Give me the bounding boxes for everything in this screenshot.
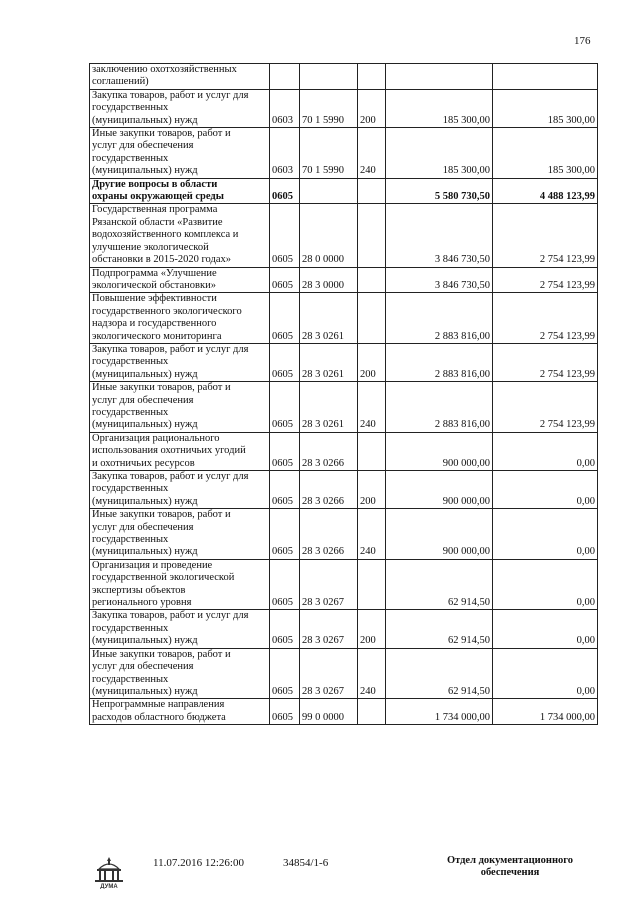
row-name-cell	[90, 89, 270, 127]
page-number: 176	[574, 35, 591, 47]
amount-2-cell: 0,00	[493, 559, 598, 610]
row-name-line: государственного экологического	[92, 305, 242, 317]
row-name-line: услуг для обеспечения	[92, 521, 194, 533]
row-name-line: (муниципальных) нужд	[92, 419, 198, 431]
expense-type-cell: 200	[358, 343, 386, 381]
expense-type-cell	[358, 267, 386, 293]
table-row	[90, 509, 598, 560]
amount-2-cell: 2 754 123,99	[493, 267, 598, 293]
amount-2-cell: 185 300,00	[493, 128, 598, 179]
row-name-cell	[90, 293, 270, 344]
row-name-line: Другие вопросы в области	[92, 178, 218, 190]
expense-type-cell	[358, 432, 386, 470]
table-row	[90, 89, 598, 127]
row-name-line: государственных	[92, 406, 169, 418]
row-name-line: услуг для обеспечения	[92, 394, 194, 406]
expense-type-cell	[358, 178, 386, 204]
table-row	[90, 64, 598, 90]
table-row	[90, 648, 598, 699]
amount-2-cell: 1 734 000,00	[493, 699, 598, 725]
amount-2-cell: 0,00	[493, 648, 598, 699]
row-name-cell	[90, 471, 270, 509]
row-name-line: расходов областного бюджета	[92, 711, 226, 723]
section-code-cell: 0605	[270, 267, 300, 293]
amount-1-cell: 62 914,50	[386, 610, 493, 648]
row-name-cell	[90, 343, 270, 381]
row-name-line: государственных	[92, 534, 169, 546]
target-article-cell: 28 3 0000	[300, 267, 358, 293]
row-name-cell	[90, 509, 270, 560]
row-name-line: заключению охотхозяйственных	[92, 64, 237, 75]
amount-1-cell: 62 914,50	[386, 648, 493, 699]
section-code-cell: 0605	[270, 204, 300, 267]
amount-1-cell: 3 846 730,50	[386, 204, 493, 267]
row-name-cell	[90, 178, 270, 204]
row-name-line: Иные закупки товаров, работ и	[92, 509, 231, 521]
row-name-cell	[90, 610, 270, 648]
amount-1-cell: 900 000,00	[386, 471, 493, 509]
duma-logo-icon	[91, 855, 127, 889]
row-name-line: государственных	[92, 622, 169, 634]
row-name-line: государственных	[92, 152, 169, 164]
row-name-line: Закупка товаров, работ и услуг для	[92, 89, 249, 101]
amount-1-cell: 900 000,00	[386, 432, 493, 470]
target-article-cell: 99 0 0000	[300, 699, 358, 725]
row-name-line: улучшение экологической	[92, 241, 209, 253]
expense-type-cell: 240	[358, 128, 386, 179]
row-name-line: (муниципальных) нужд	[92, 368, 198, 380]
row-name-line: Иные закупки товаров, работ и	[92, 648, 231, 660]
row-name-line: обстановки в 2015-2020 годах»	[92, 254, 232, 266]
row-name-line: использования охотничьих угодий	[92, 445, 246, 457]
expense-type-cell	[358, 204, 386, 267]
target-article-cell: 28 0 0000	[300, 204, 358, 267]
row-name-line: Организация рационального	[92, 432, 220, 444]
row-name-cell	[90, 382, 270, 433]
row-name-cell	[90, 267, 270, 293]
section-code-cell: 0605	[270, 178, 300, 204]
section-code-cell: 0605	[270, 509, 300, 560]
row-name-cell	[90, 204, 270, 267]
table-row	[90, 559, 598, 610]
row-name-line: государственных	[92, 102, 169, 114]
expense-type-cell	[358, 699, 386, 725]
amount-2-cell: 2 754 123,99	[493, 343, 598, 381]
amount-1-cell: 62 914,50	[386, 559, 493, 610]
table-row	[90, 267, 598, 293]
table-row	[90, 128, 598, 179]
table-row	[90, 293, 598, 344]
expense-type-cell	[358, 64, 386, 90]
footer-department-line: Отдел документационного	[446, 855, 574, 866]
row-name-cell	[90, 64, 270, 90]
row-name-line: (муниципальных) нужд	[92, 495, 198, 507]
target-article-cell: 70 1 5990	[300, 128, 358, 179]
row-name-line: Повышение эффективности	[92, 293, 217, 305]
expense-type-cell: 240	[358, 382, 386, 433]
amount-1-cell	[386, 64, 493, 90]
row-name-line: Закупка товаров, работ и услуг для	[92, 471, 249, 482]
target-article-cell: 28 3 0266	[300, 509, 358, 560]
target-article-cell: 28 3 0267	[300, 648, 358, 699]
expense-type-cell: 240	[358, 648, 386, 699]
row-name-line: и охотничьих ресурсов	[92, 457, 195, 469]
budget-table	[89, 63, 598, 725]
section-code-cell: 0605	[270, 559, 300, 610]
row-name-line: соглашений)	[92, 76, 149, 88]
amount-2-cell: 0,00	[493, 471, 598, 509]
row-name-line: Иные закупки товаров, работ и	[92, 382, 231, 394]
target-article-cell: 28 3 0267	[300, 610, 358, 648]
amount-2-cell: 2 754 123,99	[493, 204, 598, 267]
section-code-cell: 0605	[270, 432, 300, 470]
section-code-cell: 0603	[270, 128, 300, 179]
footer-department-line: обеспечения	[480, 867, 540, 878]
amount-2-cell: 2 754 123,99	[493, 293, 598, 344]
row-name-line: экспертизы объектов	[92, 584, 186, 596]
amount-2-cell: 0,00	[493, 610, 598, 648]
amount-1-cell: 3 846 730,50	[386, 267, 493, 293]
section-code-cell: 0605	[270, 382, 300, 433]
svg-text:ДУМА: ДУМА	[100, 884, 118, 889]
footer-doc-number: 34854/1-6	[283, 857, 329, 869]
row-name-line: надзора и государственного	[92, 318, 217, 330]
table-row	[90, 382, 598, 433]
table-row	[90, 610, 598, 648]
row-name-line: государственных	[92, 356, 169, 368]
target-article-cell: 28 3 0261	[300, 382, 358, 433]
amount-1-cell: 185 300,00	[386, 89, 493, 127]
expense-type-cell	[358, 293, 386, 344]
row-name-line: (муниципальных) нужд	[92, 165, 198, 177]
row-name-line: (муниципальных) нужд	[92, 685, 198, 697]
row-name-line: (муниципальных) нужд	[92, 635, 198, 647]
table-row	[90, 432, 598, 470]
section-code-cell: 0605	[270, 293, 300, 344]
row-name-line: Непрограммные направления	[92, 699, 225, 711]
amount-2-cell: 0,00	[493, 432, 598, 470]
section-code-cell: 0605	[270, 471, 300, 509]
row-name-cell	[90, 699, 270, 725]
row-name-line: Организация и проведение	[92, 559, 213, 571]
expense-type-cell: 200	[358, 89, 386, 127]
amount-2-cell: 0,00	[493, 509, 598, 560]
row-name-line: экологического мониторинга	[92, 330, 222, 342]
row-name-line: услуг для обеспечения	[92, 140, 194, 152]
target-article-cell: 70 1 5990	[300, 89, 358, 127]
expense-type-cell: 200	[358, 471, 386, 509]
table-row	[90, 699, 598, 725]
row-name-line: Закупка товаров, работ и услуг для	[92, 610, 249, 622]
section-code-cell: 0605	[270, 699, 300, 725]
target-article-cell	[300, 64, 358, 90]
amount-1-cell: 5 580 730,50	[386, 178, 493, 204]
row-name-line: Государственная программа	[92, 204, 218, 216]
section-code-cell: 0605	[270, 610, 300, 648]
amount-1-cell: 1 734 000,00	[386, 699, 493, 725]
table-row	[90, 343, 598, 381]
row-name-line: услуг для обеспечения	[92, 661, 194, 673]
target-article-cell: 28 3 0266	[300, 432, 358, 470]
row-name-line: Закупка товаров, работ и услуг для	[92, 343, 249, 355]
row-name-line: охраны окружающей среды	[92, 191, 224, 203]
target-article-cell: 28 3 0266	[300, 471, 358, 509]
footer-department	[445, 855, 575, 879]
row-name-cell	[90, 432, 270, 470]
row-name-cell	[90, 648, 270, 699]
row-name-cell	[90, 128, 270, 179]
row-name-line: государственной экологической	[92, 572, 235, 584]
budget-table-body	[90, 64, 598, 725]
amount-2-cell	[493, 64, 598, 90]
section-code-cell	[270, 64, 300, 90]
table-row	[90, 204, 598, 267]
row-name-line: Рязанской области «Развитие	[92, 216, 223, 228]
target-article-cell: 28 3 0267	[300, 559, 358, 610]
target-article-cell	[300, 178, 358, 204]
section-code-cell: 0605	[270, 343, 300, 381]
amount-2-cell: 4 488 123,99	[493, 178, 598, 204]
section-code-cell: 0603	[270, 89, 300, 127]
row-name-line: экологической обстановки»	[92, 279, 216, 291]
row-name-line: (муниципальных) нужд	[92, 546, 198, 558]
expense-type-cell	[358, 559, 386, 610]
footer-timestamp: 11.07.2016 12:26:00	[153, 857, 244, 869]
amount-1-cell: 2 883 816,00	[386, 382, 493, 433]
row-name-line: (муниципальных) нужд	[92, 114, 198, 126]
expense-type-cell: 200	[358, 610, 386, 648]
table-row	[90, 178, 598, 204]
target-article-cell: 28 3 0261	[300, 293, 358, 344]
amount-2-cell: 2 754 123,99	[493, 382, 598, 433]
amount-2-cell: 185 300,00	[493, 89, 598, 127]
row-name-line: государственных	[92, 673, 169, 685]
row-name-line: регионального уровня	[92, 597, 192, 609]
section-code-cell: 0605	[270, 648, 300, 699]
row-name-line: государственных	[92, 483, 169, 495]
row-name-cell	[90, 559, 270, 610]
table-row	[90, 471, 598, 509]
expense-type-cell: 240	[358, 509, 386, 560]
row-name-line: Подпрограмма «Улучшение	[92, 267, 217, 279]
amount-1-cell: 185 300,00	[386, 128, 493, 179]
row-name-line: Иные закупки товаров, работ и	[92, 128, 231, 140]
row-name-line: водохозяйственного комплекса и	[92, 229, 239, 241]
amount-1-cell: 2 883 816,00	[386, 343, 493, 381]
amount-1-cell: 900 000,00	[386, 509, 493, 560]
target-article-cell: 28 3 0261	[300, 343, 358, 381]
amount-1-cell: 2 883 816,00	[386, 293, 493, 344]
